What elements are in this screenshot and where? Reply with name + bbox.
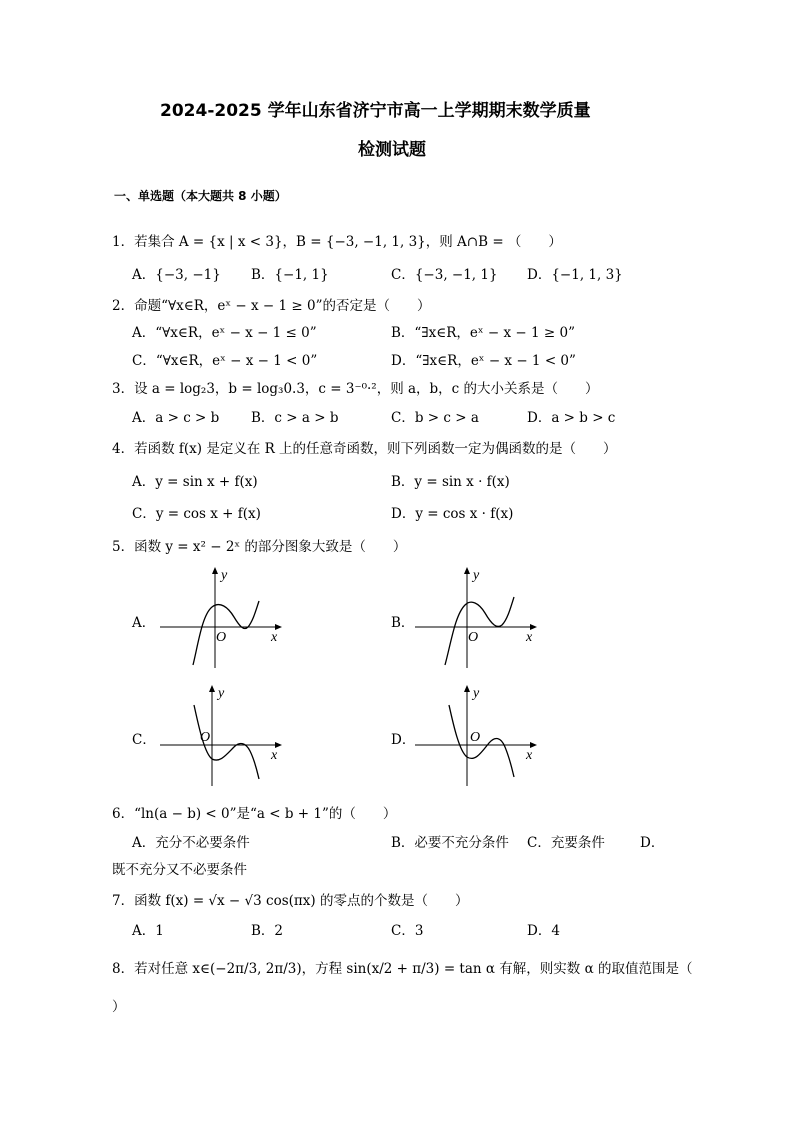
q7-option-c: C．3 <box>391 923 424 939</box>
q4-option-a: A．y = sin x + f(x) <box>132 474 258 490</box>
q5-label-a: A． <box>132 615 156 631</box>
graph-a <box>160 565 285 674</box>
q3-option-b: B．c > a > b <box>251 410 339 426</box>
graph-b-y-label: y <box>473 568 480 583</box>
graph-a-x-label: x <box>271 630 278 645</box>
q1-option-a: A．{−3, −1} <box>132 267 221 283</box>
q4-option-d: D．y = cos x · f(x) <box>391 506 514 522</box>
section-heading: 一、单选题（本大题共 8 小题） <box>114 189 287 203</box>
question-4: 4．若函数 f(x) 是定义在 R 上的任意奇函数，则下列函数一定为偶函数的是（ ） <box>112 441 617 457</box>
graph-c <box>160 683 285 792</box>
q3-option-d: D．a > b > c <box>527 410 616 426</box>
q5-label-c: C． <box>132 732 156 748</box>
q3-option-c: C．b > c > a <box>391 410 479 426</box>
title-line-1: 2024-2025 学年山东省济宁市高一上学期期末数学质量 <box>160 101 591 121</box>
q2-option-b: B．“∃x∈R，eˣ − x − 1 ≥ 0” <box>391 325 576 341</box>
question-8: 8．若对任意 x∈(−2π/3, 2π/3)，方程 sin(x/2 + π/3) = tan α 有解，则实数 α 的取值范围是（ <box>112 961 693 977</box>
graph-c-x-label: x <box>271 748 278 763</box>
q2-option-c: C．“∀x∈R，eˣ − x − 1 < 0” <box>132 353 318 369</box>
question-5: 5．函数 y = x² − 2ˣ 的部分图象大致是（ ） <box>112 539 407 555</box>
graph-a-y-label: y <box>221 568 228 583</box>
q1-option-c: C．{−3, −1, 1} <box>391 267 498 283</box>
question-6: 6．“ln(a − b) < 0”是“a < b + 1”的（ ） <box>112 806 397 822</box>
q2-option-d: D．“∃x∈R，eˣ − x − 1 < 0” <box>391 353 576 369</box>
q5-label-d: D． <box>391 732 416 748</box>
question-7: 7．函数 f(x) = √x − √3 cos(πx) 的零点的个数是（ ） <box>112 893 469 909</box>
graph-d-x-label: x <box>526 748 533 763</box>
q1-option-b: B．{−1, 1} <box>251 267 329 283</box>
q4-option-c: C．y = cos x + f(x) <box>132 506 261 522</box>
q1-option-d: D．{−1, 1, 3} <box>527 267 623 283</box>
graph-d-y-label: y <box>473 686 480 701</box>
graph-b-x-label: x <box>526 630 533 645</box>
q2-option-a: A．“∀x∈R，eˣ − x − 1 ≤ 0” <box>132 325 317 341</box>
graph-c-y-label: y <box>218 686 225 701</box>
graph-c-origin-label: O <box>200 730 211 745</box>
question-8-cont: ） <box>112 999 126 1015</box>
q6-option-b: B．必要不充分条件 <box>391 835 509 851</box>
q7-option-a: A．1 <box>132 923 164 939</box>
q6-option-a: A．充分不必要条件 <box>132 835 250 851</box>
q7-option-d: D．4 <box>527 923 560 939</box>
q5-label-b: B． <box>391 615 415 631</box>
graph-d <box>415 683 540 792</box>
question-2: 2．命题“∀x∈R，eˣ − x − 1 ≥ 0”的否定是（ ） <box>112 298 431 314</box>
q7-option-b: B．2 <box>251 923 284 939</box>
q4-option-b: B．y = sin x · f(x) <box>391 474 510 490</box>
title-line-2: 检测试题 <box>358 140 426 160</box>
graph-b-origin-label: O <box>468 630 479 645</box>
graph-a-origin-label: O <box>216 630 227 645</box>
q6-option-d-text: 既不充分又不必要条件 <box>112 862 247 878</box>
q6-option-d: D． <box>640 835 665 851</box>
graph-d-origin-label: O <box>470 730 481 745</box>
question-3: 3．设 a = log₂3，b = log₃0.3，c = 3⁻⁰·²，则 a，b，c 的大小关系是（ ） <box>112 381 599 397</box>
graph-b <box>415 565 540 674</box>
q3-option-a: A．a > c > b <box>132 410 220 426</box>
q6-option-c: C．充要条件 <box>527 835 605 851</box>
question-1: 1．若集合 A = {x | x < 3}，B = {−3, −1, 1, 3}，则 A∩B = （ ） <box>112 234 562 250</box>
